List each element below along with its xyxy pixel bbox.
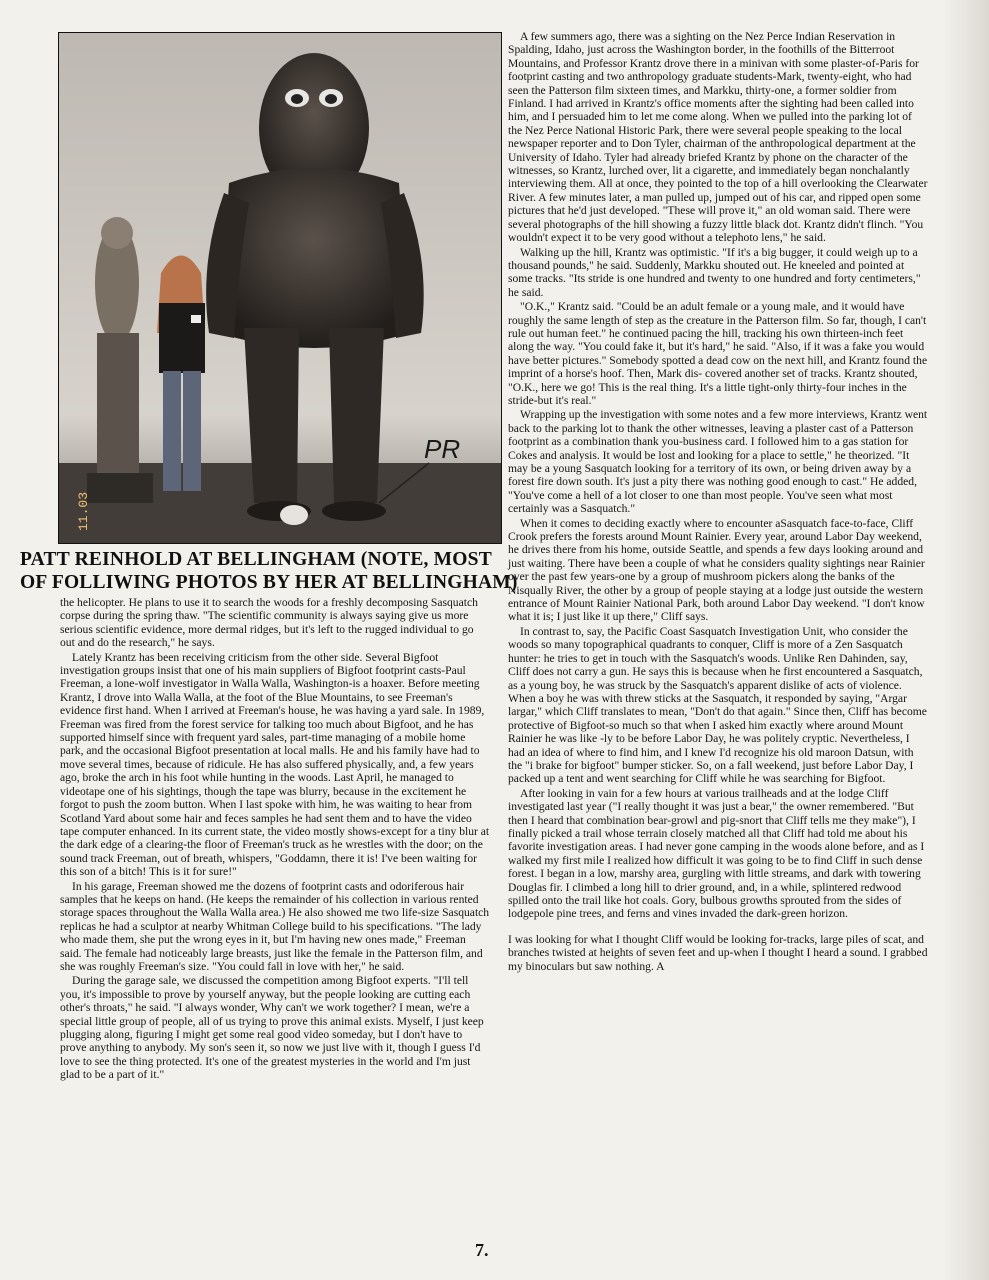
left-paragraph-2: Lately Krantz has been receiving criticism from the other side. Several Bigfoot investigation groups insist that one of his main suppliers of Bigfoot footprint casts-Paul Freeman, a lone-wolf investigator in Walla Walla, Washington-is a hoaxer. Before meeting Krantz, I drove into Walla Walla, at the foot of the Blue Mountains, to see Freeman's evidence first hand. When I arrived at Freeman's house, he was having a yard sale. In 1989, Freeman was fired from the forest service for talking too much about Bigfoot, and he has supported himself since with frequent yard sales, part-time managing of a mobile home park, and the occasional Bigfoot presentation at local malls. He and his family have had to move several times, because of ridicule. He has also suffered physically, and, a few years ago, broke the arch in his foot while hunting in the woods. Last April, he managed to videotape one of his sightings, though the tape was blurry, because in the excitement he forgot to push the zoom button. When I last spoke with him, he was waiting to hear from Scotland Yard about some hair and feces samples he had sent them and to have the video tape computer enhanced. In its current state, the video mostly shows-except for a tiny blur at the dark edge of a clearing-the floor of Freeman's truck as he wrestles with the door; on the sound track Freeman, out of breath, whispers, "Goddamn, there it is! I've been waiting for this son of a bitch! This is it for sure!" <box>60 650 490 879</box>
right-paragraph-2: Walking up the hill, Krantz was optimistic. "If it's a big bugger, it could weigh up to a thousand pounds," he said. Suddenly, Markku shouted out. He kneeled and pointed at some tracks. "Its stride is one hundred and twenty to one hundred and forty centimeters," he said. <box>508 245 921 299</box>
caption-line-2: OF FOLLIWING PHOTOS BY HER AT BELLINGHAM) <box>20 572 518 593</box>
right-paragraph-3: "O.K.," Krantz said. "Could be an adult female or a young male, and it would have roughly the same length of step as the creature in the Patterson film. So far, though, I can't rule out human feet." he continued pacing the hill, tracking his own thirteen-inch feet along the way. "You could fake it, but it's hard," he said. "Also, if it was a fake you would have better pictures." Somebody spotted a dead cow on the next hill, and Krantz found the imprint of a horse's hoof. Then, Mark dis- covered another set of tracks. Krantz shouted, "O.K., here we go! This is the real thing. It's a little tight-only thirty-four inches in the stride-but it's real." <box>508 300 928 407</box>
bigfoot-photo-illustration <box>59 33 501 543</box>
right-paragraph-7: After looking in vain for a few hours at various trailheads and at the lodge Cliff investigated last year ("I really thought it was just a bear," the owner remembered. "But then I heard that combination bear-growl and pig-snort that Cliff tells me they make"), I finally picked a trail whose terrain closely matched all that Cliff had told me about his favorite investigation areas. I had never gone camping in the woods alone before, and as I walked my first mile I realized how difficult it was going to be to find Cliff in such dense forest. I began in a low, marshy area, gurgling with little streams, and dark with towering Douglas fir. I climbed a long hill to drier ground, and, in a while, splintered redwood spilled onto the trail like hot coals. Gory, bulbous growths sprouted from the sides of lodgepole pine trees, and ferns and vines invaded the dark-green horizon. <box>508 786 925 921</box>
page-edge-shadow <box>943 0 989 1280</box>
right-paragraph-6: In contrast to, say, the Pacific Coast Sasquatch Investigation Unit, who consider the woods so many topographical quadrants to conquer, Cliff is more of a Zen Sasquatch hunter: he tries to get in touch with the Sasquatch's woods. Unlike Ren Dahinden, say, Cliff does not carry a gun. He says this is because when he first encountered a Sasquatch, as a young boy, he was struck by the Sasquatch's apparent dislike of acts of violence. When a boy he was with threw sticks at the Sasquatch, it responded by saying, "Argar largar," which Cliff translates to mean, "Don't do that again." Since then, Cliff has become protective of Bigfoot-so much so that when I asked him exactly where around Mount Rainier he was like -ly to be before Labor Day, he was politely cryptic. Nevertheless, I had an idea of where to find him, and I knew I'd recognize his old maroon Datsun, with the "i brake for bigfoot" bumper sticker. So, on a fall weekend, just before Labor Day, I packed up a tent and went searching for Cliff while he was searching for Bigfoot. <box>508 624 927 786</box>
patt-reinhold-figure <box>157 256 205 492</box>
right-paragraph-1: A few summers ago, there was a sighting on the Nez Perce Indian Reservation in Spalding, Idaho, just across the Washington border, in the foothills of the Bitterroot Mountains, and Professor Krantz drove there in a minivan with some plaster-of-Paris for footprint casting and two anthropology graduate students-Mark, twenty-eight, who had seen the Patterson film sixteen times, and Markku, thirty-one, a former soldier from Finland. I had arrived in Krantz's office moments after the sighting had been called into him, and I persuaded him to let me come along. When we pulled into the parking lot of the Nez Perce National Historic Park, there were several people speaking to the local newspaper reporter and to Don Tyler, chairman of the anthropological department at the University of Idaho. Tyler had already briefed Krantz by phone on the character of the witnesses, so Krantz, lurched over, lit a cigarette, and immediately began nonchalantly interviewing them. All at once, they pointed to the top of a hill overlooking the Clearwater River. A few minutes later, a man pulled up, jumped out of his car, and ripped open some pictures that he'd just developed. "These will prove it," an old woman said. There were several photographs of the hill showing a fuzzy little black dot. Krantz didn't flinch. "You wouldn't expect it to be very good without a telephoto lens," he said. <box>508 30 928 245</box>
left-paragraph-3: In his garage, Freeman showed me the dozens of footprint casts and odoriferous hair samples that he keeps on hand. (He keeps the remainder of his collection in various rented storage spaces throughout the Walla Walla area.) He also showed me two life-size Sasquatch replicas he had a sculptor at nearby Whitman College build to his specifications. "The lady who made them, she put the wrong eyes in it, but I'm having new ones made," Freeman said. The female had noticeably large breasts, just like the female in the Patterson film, and she was roughly Freeman's size. "You could fall in love with her," he said. <box>60 879 490 973</box>
right-paragraph-4: Wrapping up the investigation with some notes and a few more interviews, Krantz went back to the parking lot to thank the other witnesses, leaving a plaster cast of a Patterson footprint as a combination thank you-business card. I followed him to a gas station for Cokes and analysis. It would be lost and looking for a place to settle," he theorized. "It may be a young Sasquatch looking for a territory of its own, or being driven away by a forest fire down south. It's just a pity there was nothing good enough to cast." He added, "You've come a hell of a lot closer to one than most people. You've seen what most certainly was a Sasquatch." <box>508 408 928 516</box>
left-column <box>60 596 490 1082</box>
photo-date-stamp: 11.03 <box>76 491 91 531</box>
photo-caption <box>20 548 518 594</box>
right-final-paragraph: I was looking for what I thought Cliff would be looking for-tracks, large piles of scat, and branches twisted at heights of seven feet and up-when I thought I heard a sound. I grabbed my binoculars but saw nothing. A <box>508 932 928 973</box>
right-paragraph-5: When it comes to deciding exactly where to encounter aSasquatch face-to-face, Cliff Crook prefers the forests around Mount Rainier. Every year, around Labor Day weekend, he drives there from his home, outside Seattle, and spends a few days looking around and just waiting. There have been a couple of what he considers quality sightings near Rainier over the past few years-one by a group of mushroom pickers along the banks of the Nisqually River, the other by a group of people staying at a lodge just outside the western entrance of Mount Rainier National Park, both around Labor Day weekend. "I don't know what it is; I just like it up there," Cliff says. <box>508 516 925 624</box>
left-paragraph-1: the helicopter. He plans to use it to search the woods for a freshly decomposing Sasquatch corpse during the spring thaw. "The scientific community is always saying give us more serious scientific evidence, more dermal ridges, but it's left to the rugged individual to go out and do the research," he says. <box>60 596 478 650</box>
photo-handwriting: PR <box>424 434 461 464</box>
bigfoot-photo <box>58 32 502 544</box>
left-paragraph-4: During the garage sale, we discussed the competition among Bigfoot experts. "I'll tell you, it's impossible to prove by yourself anyway, but the people looking are cutting each other's throats," he said. "I always wonder, Why can't we work together? I mean, we're a special little group of people, all of us trying to prove this animal exists. Myself, I just keep plugging along, figuring I might get some real good video someday, but I don't have to prove anything to anybody. My son's seen it, so now we just live with it, though I guess I'd love to see the thing protected. It's one of the greatest mysteries in the world and I'm just glad to be a part of it." <box>60 974 484 1082</box>
right-column <box>508 30 928 973</box>
caption-line-1: PATT REINHOLD AT BELLINGHAM (NOTE, MOST <box>20 549 492 570</box>
footprint-cast-stone <box>280 505 308 525</box>
page-number: 7. <box>475 1240 489 1260</box>
